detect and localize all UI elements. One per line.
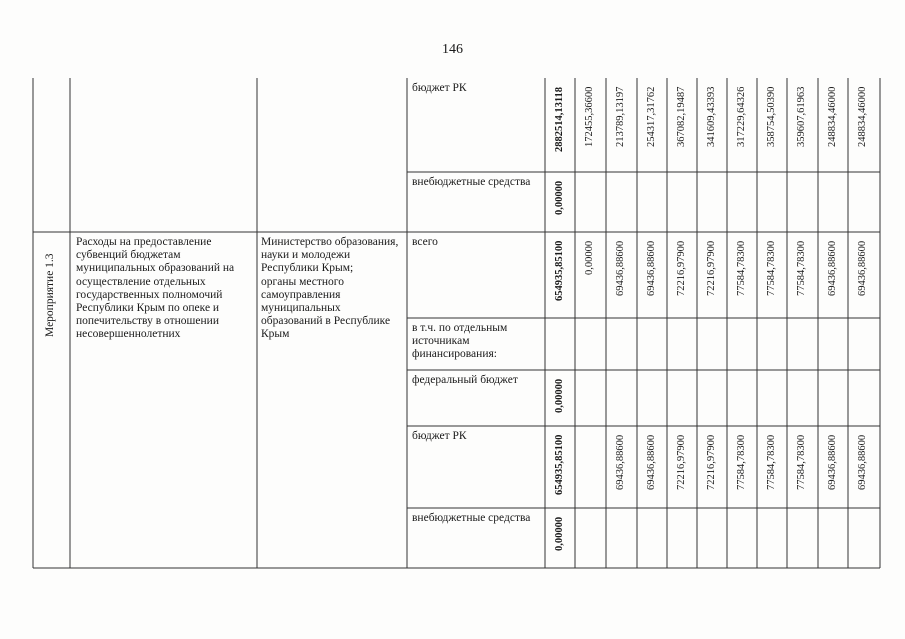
row-value: 77584,78300 [736, 240, 747, 296]
row-value: 69436,88600 [827, 240, 838, 296]
row-source-label: в т.ч. по отдельным источникам финансирования: [412, 322, 508, 361]
row-value: 359607,61963 [796, 86, 807, 147]
row-source-label: бюджет РК [412, 82, 467, 94]
row-value: 0,00000 [584, 240, 595, 275]
row-value: 69436,88600 [615, 434, 626, 490]
row-value: 213789,13197 [615, 86, 626, 147]
row-value: 69436,88600 [827, 434, 838, 490]
row-value: 341609,43393 [706, 86, 717, 147]
row-value: 77584,78300 [796, 434, 807, 490]
row-value: 69436,88600 [615, 240, 626, 296]
row-value: 248834,46000 [827, 86, 838, 147]
row-value: 248834,46000 [857, 86, 868, 147]
row-value: 254317,31762 [646, 86, 657, 147]
row-value: 77584,78300 [736, 434, 747, 490]
row-source-label: всего [412, 236, 438, 248]
page-number: 146 [442, 42, 463, 57]
measure-description: Расходы на предоставление субвенций бюджетам муниципальных образований на осуществление отдельных государственных полномочий Республики Крым по опеке и попечительству в отношении несовершеннолетних [76, 236, 235, 341]
row-source-label: федеральный бюджет [412, 374, 518, 386]
row-value: 317229,64326 [736, 86, 747, 147]
row-source-label: внебюджетные средства [412, 176, 531, 188]
row-value: 77584,78300 [766, 240, 777, 296]
row-source-label: бюджет РК [412, 430, 467, 442]
measure-executor: Министерство образования, науки и молодежи Республики Крым; органы местного самоуправления муниципальных образований в Республике Крым [261, 236, 399, 341]
row-value: 367082,19487 [676, 86, 687, 147]
row-value: 77584,78300 [766, 434, 777, 490]
row-value: 358754,50390 [766, 86, 777, 147]
row-value: 72216,97900 [706, 240, 717, 296]
row-total: 654935,85100 [554, 240, 565, 301]
row-value: 72216,97900 [676, 434, 687, 490]
row-value: 69436,88600 [857, 240, 868, 296]
row-value: 69436,88600 [646, 434, 657, 490]
row-source-label: внебюджетные средства [412, 512, 531, 524]
row-total: 0,00000 [554, 516, 565, 551]
measure-label: Мероприятие 1.3 [44, 253, 56, 337]
row-value: 69436,88600 [646, 240, 657, 296]
row-value: 72216,97900 [676, 240, 687, 296]
row-value: 172455,36600 [584, 86, 595, 147]
row-value: 77584,78300 [796, 240, 807, 296]
row-total: 0,00000 [554, 378, 565, 413]
row-total: 0,00000 [554, 180, 565, 215]
row-value: 69436,88600 [857, 434, 868, 490]
row-total: 2882514,13118 [554, 86, 565, 152]
row-value: 72216,97900 [706, 434, 717, 490]
row-total: 654935,85100 [554, 434, 565, 495]
